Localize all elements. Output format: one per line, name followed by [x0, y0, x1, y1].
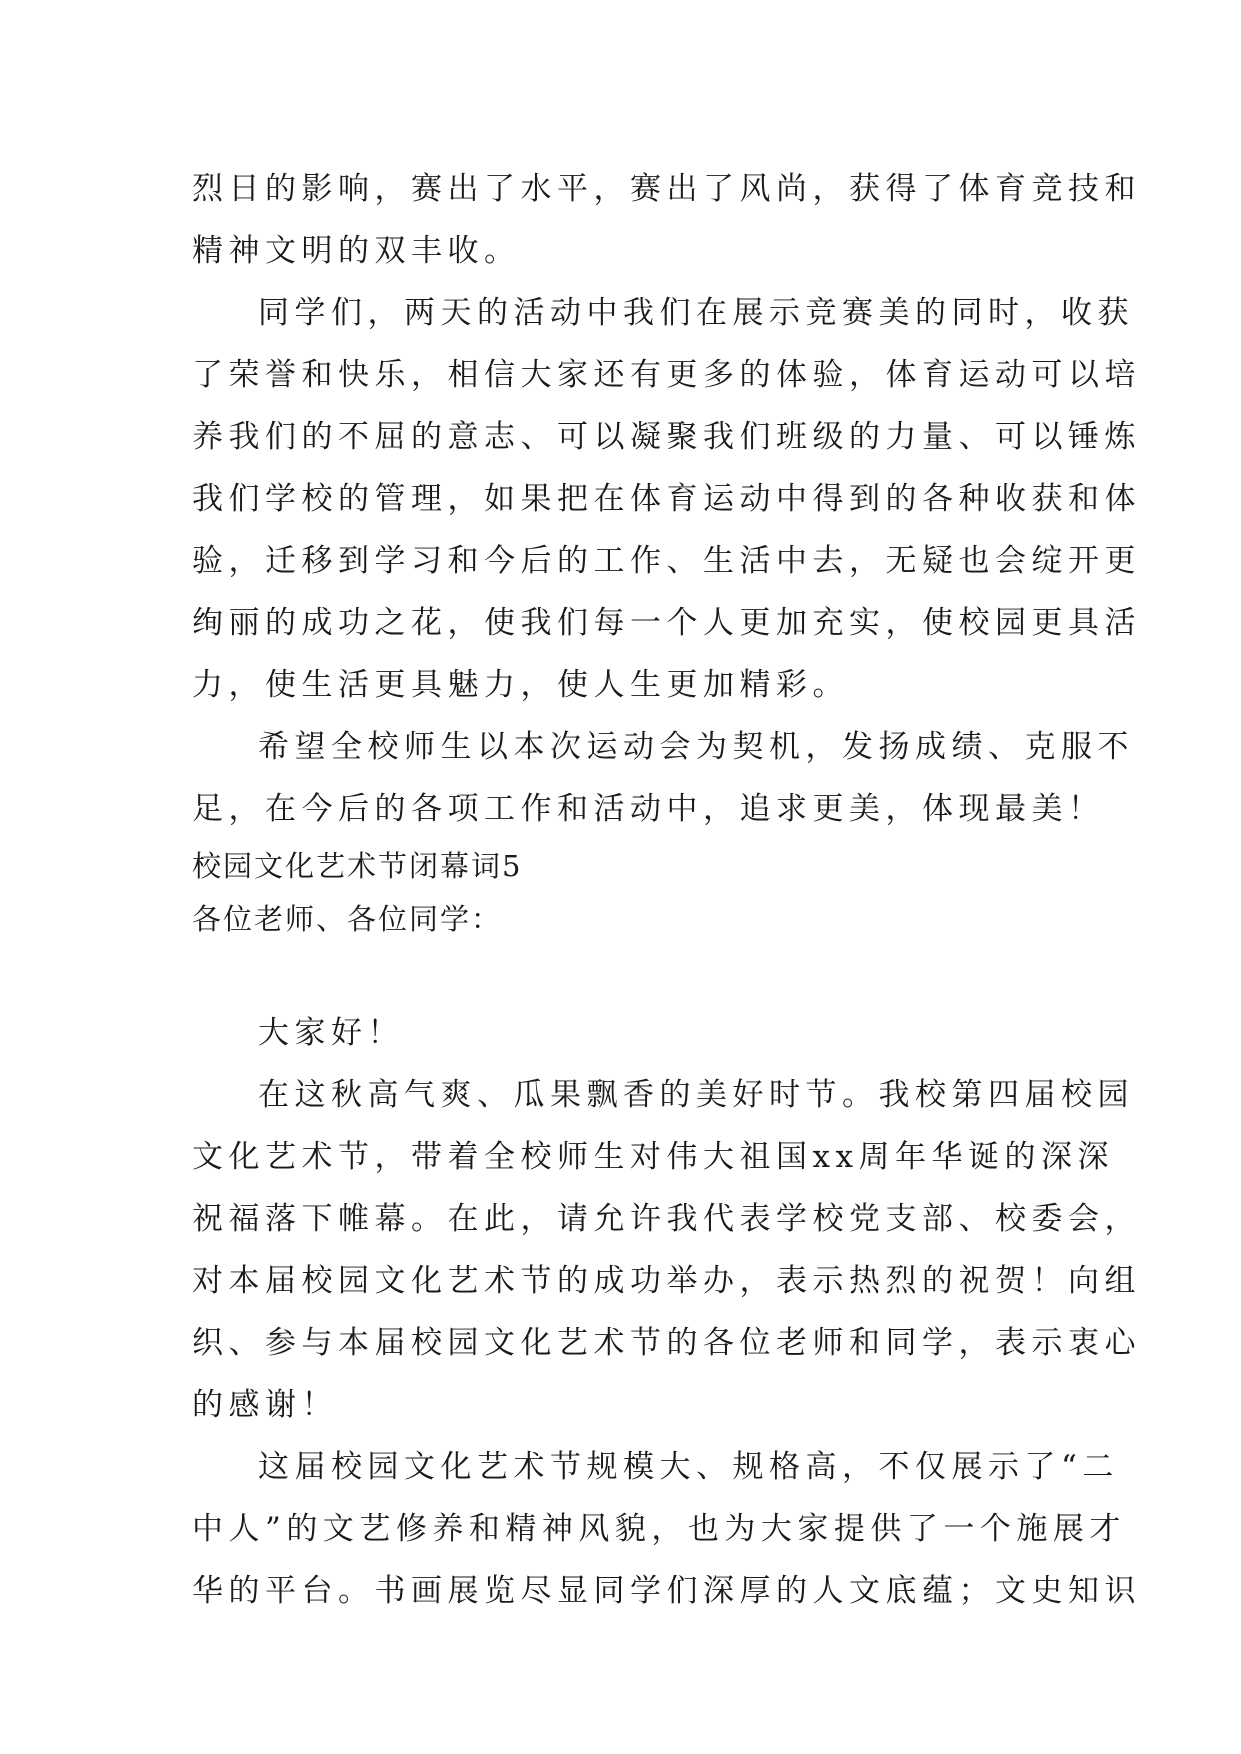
paragraph-line: 绚丽的成功之花，使我们每一个人更加充实，使校园更具活: [192, 605, 1141, 641]
paragraph-line: 烈日的影响，赛出了水平，赛出了风尚，获得了体育竞技和: [192, 171, 1141, 207]
paragraph-line: 对本届校园文化艺术节的成功举办，表示热烈的祝贺！向组: [192, 1263, 1141, 1299]
paragraph-line: 的感谢！: [192, 1387, 338, 1423]
paragraph-line: 希望全校师生以本次运动会为契机，发扬成绩、克服不: [258, 729, 1134, 765]
paragraph-line: 这届校园文化艺术节规模大、规格高，不仅展示了“二: [258, 1449, 1119, 1485]
paragraph-line: 华的平台。书画展览尽显同学们深厚的人文底蕴；文史知识: [192, 1573, 1141, 1609]
document-body: [192, 158, 1141, 1622]
paragraph-line: 力，使生活更具魅力，使人生更加精彩。: [192, 667, 849, 703]
section-heading: 校园文化艺术节闭幕词5: [192, 849, 523, 883]
paragraph-line: 了荣誉和快乐，相信大家还有更多的体验，体育运动可以培: [192, 357, 1141, 393]
paragraph-line: 织、参与本届校园文化艺术节的各位老师和同学，表示衷心: [192, 1325, 1141, 1361]
paragraph-line: 足，在今后的各项工作和活动中，追求更美，体现最美！: [192, 791, 1105, 827]
paragraph-line: 验，迁移到学习和今后的工作、生活中去，无疑也会绽开更: [192, 543, 1141, 579]
paragraph-line: 养我们的不屈的意志、可以凝聚我们班级的力量、可以锤炼: [192, 419, 1141, 455]
paragraph-line: 同学们，两天的活动中我们在展示竞赛美的同时，收获: [258, 295, 1134, 331]
salutation: 各位老师、各位同学：: [192, 902, 503, 936]
paragraph-line: 我们学校的管理，如果把在体育运动中得到的各种收获和体: [192, 481, 1141, 517]
paragraph-line: 祝福落下帷幕。在此，请允许我代表学校党支部、校委会，: [192, 1201, 1141, 1237]
paragraph-line: 文化艺术节，带着全校师生对伟大祖国xx周年华诞的深深: [192, 1139, 1114, 1175]
blank-line: [192, 946, 1062, 1002]
paragraph-line: 中人”的文艺修养和精神风貌，也为大家提供了一个施展才: [192, 1511, 1126, 1547]
greeting: 大家好！: [258, 1015, 404, 1051]
paragraph-line: 在这秋高气爽、瓜果飘香的美好时节。我校第四届校园: [258, 1077, 1134, 1113]
paragraph-line: 精神文明的双丰收。: [192, 233, 521, 269]
